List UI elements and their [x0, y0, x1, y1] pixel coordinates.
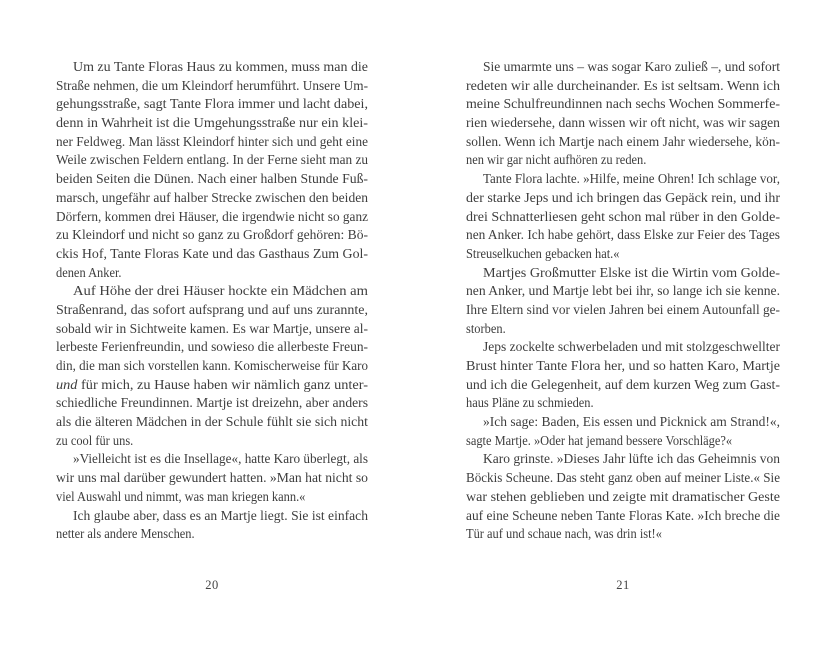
text-line: storben.: [466, 320, 506, 336]
text-line: Weile zwischen Feldern entlang. In der Ferne sieht man zu: [56, 152, 368, 168]
text-line: nen Anker. Ich habe gehört, dass Elske zur Feier des Tages: [466, 227, 780, 243]
text-line: Ich glaube aber, dass es an Martje liegt. Sie ist einfach: [73, 507, 368, 523]
text-line: Ihre Eltern sind vor vielen Jahren bei einem Autounfall ge-: [466, 301, 780, 317]
text-line: din, die man sich vorstellen kann. Komischerweise für Karo: [56, 358, 368, 373]
text-line: denn in Wahrheit ist die Umgehungsstraße nur ein klei-: [56, 115, 368, 131]
text-line: denen Anker.: [56, 264, 122, 280]
text-line: Streuselkuchen gebacken hat.«: [466, 245, 620, 261]
text-line: Tante Flora lachte. »Hilfe, meine Ohren! Ich schlage vor,: [483, 171, 780, 187]
text-line: zu Kleindorf und nicht so ganz zu Großdorf gehören: Bö-: [56, 227, 368, 243]
text-line: sagte Martje. »Oder hat jemand bessere Vorschläge?«: [466, 432, 733, 448]
text-line: »Ich sage: Baden, Eis essen und Picknick am Strand!«,: [483, 414, 780, 430]
text-line: Martjes Großmutter Elske ist die Wirtin vom Golde-: [483, 264, 780, 280]
text-line: nen wir gar nicht aufhören zu reden.: [466, 152, 647, 168]
text-line: Karo grinste. »Dieses Jahr lüfte ich das Geheimnis von: [483, 451, 780, 467]
text-line: »Vielleicht ist es die Insellage«, hatte Karo überlegt, als: [73, 451, 368, 467]
text-line: Straßenrand, das sofort aufsprang und auf uns zurannte,: [56, 301, 369, 317]
text-line: als die älteren Mädchen in der Schule fühlt sie sich nicht: [56, 414, 368, 430]
page-number: 21: [616, 578, 630, 592]
text-line: redeten wir alle durcheinander. Es ist seltsam. Wenn ich: [466, 77, 780, 93]
text-line: viel Auswahl und nimmt, was man kriegen kann.«: [56, 488, 306, 504]
text-line: schiedliche Freundinnen. Martje ist dreizehn, aber anders: [56, 395, 368, 411]
text-line: haus Pläne zu schmieden.: [466, 395, 594, 411]
text-line: rien wiedersehe, dann wissen wir oft nicht, was wir sagen: [466, 115, 780, 131]
text-line: Dörfern, kommen drei Häuser, die irgendwie nicht so ganz: [56, 208, 368, 224]
text-line: lerbeste Ferienfreundin, und sowieso die allerbeste Freun-: [56, 339, 368, 355]
text-line: Um zu Tante Floras Haus zu kommen, muss man die: [73, 59, 368, 74]
text-line: nen Anker, und Martje lebt bei ihr, so lange ich sie kenne.: [466, 283, 780, 299]
page-right-text: [466, 58, 780, 544]
text-line: Straße nehmen, die um Kleindorf herumführt. Unsere Um-: [56, 77, 368, 93]
text-line: Tür auf und schaue nach, was drin ist!«: [466, 526, 662, 542]
text-line: marsch, ungefähr auf halber Strecke zwischen den beiden: [56, 189, 368, 205]
text-line: zu cool für uns.: [56, 432, 134, 448]
text-line: sobald wir in Sichtweite kamen. Es war Martje, unsere al-: [56, 320, 368, 336]
page-left-text: [56, 58, 368, 544]
page-right: [466, 58, 780, 592]
text-line: drei Schnatterliesen geht schon mal rüber in den Golde-: [466, 208, 780, 224]
page-number: 20: [205, 578, 219, 592]
text-line: ckis Hof, Tante Floras Kate und das Gasthaus Zum Gol-: [56, 245, 369, 261]
text-line: auf eine Scheune neben Tante Floras Kate. »Ich breche die: [466, 507, 780, 523]
text-line: Auf Höhe der drei Häuser hockte ein Mädchen am: [73, 283, 368, 299]
text-line: ner Feldweg. Man lässt Kleindorf hinter sich und geht eine: [56, 133, 368, 149]
text-line: netter als andere Menschen.: [56, 526, 195, 542]
page-left: [56, 58, 369, 592]
text-line: wir uns mal darüber gewundert hatten. »Man hat nicht so: [56, 470, 368, 486]
text-line: Sie umarmte uns – was sogar Karo zuließ –, und sofort: [483, 59, 780, 74]
text-line: meine Schulfreundinnen nach sechs Wochen Sommerfe-: [466, 96, 780, 112]
text-line: beiden Seiten die Dünen. Nach einer halben Stunde Fuß-: [56, 171, 368, 187]
text-line: war stehen geblieben und zeigte mit dramatischer Geste: [466, 488, 780, 504]
text-line: sollen. Wenn ich Martje nach einem Jahr wiedersehe, kön-: [466, 133, 780, 149]
text-line: gehungsstraße, sagt Tante Flora immer und lacht dabei,: [56, 96, 368, 112]
text-line: und für mich, zu Hause haben wir nämlich ganz unter-: [56, 376, 369, 392]
text-line: Böckis Scheune. Das steht ganz oben auf meiner Liste.« Sie: [466, 470, 780, 486]
text-line: der starke Jeps und ich bringen das Gepäck rein, und ihr: [466, 189, 780, 205]
text-line: und ich die Gelegenheit, auf dem kurzen Weg zum Gast-: [466, 376, 780, 392]
text-line: Brust hinter Tante Flora her, und so hatten Karo, Martje: [466, 358, 780, 373]
text-line: Jeps zockelte schwerbeladen und mit stolzgeschwellter: [483, 339, 780, 355]
